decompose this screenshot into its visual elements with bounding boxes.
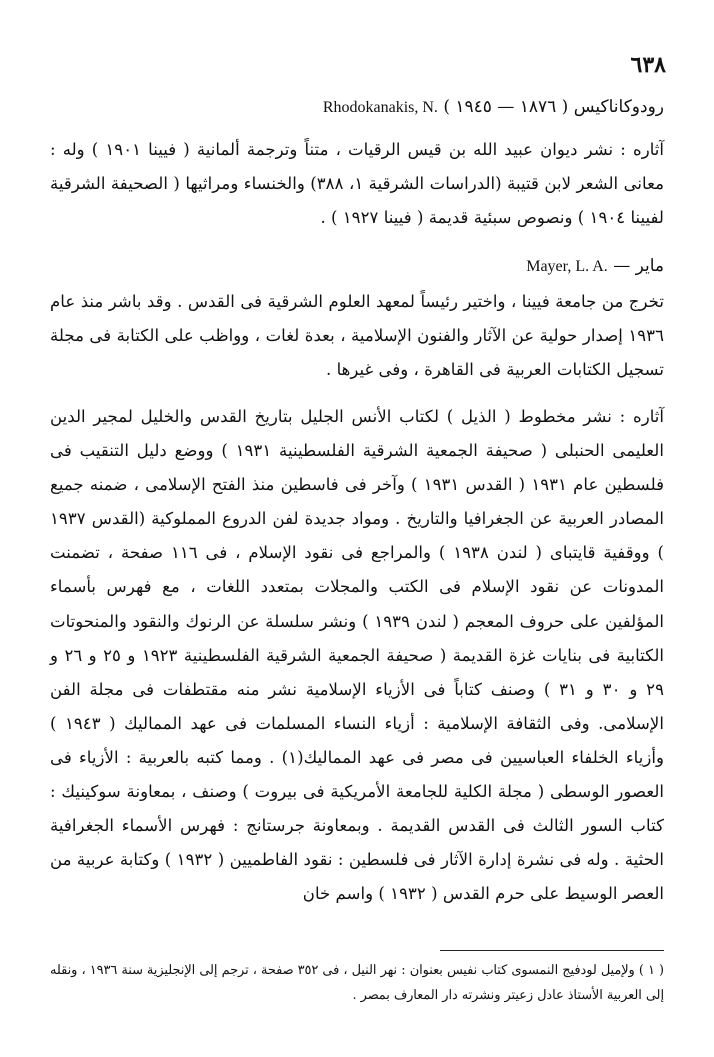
- entry-paragraph: آثاره : نشر ديوان عبيد الله بن قيس الرقيات ، متناً وترجمة ألمانية ( فيينا ١٩٠١ ) وله : معانى الشعر لابن قتيبة (الدراسات الشرقية ١، ٣٨٨) والخنساء ومراثيها ( الصحيفة الشرقية لفيينا ١٩٠٤ ) ونصوص سبئية قديمة ( فيينا ١٩٢٧ ) .: [50, 140, 664, 228]
- entry-heading-rhodokanakis: [60, 97, 664, 117]
- entry-paragraph: آثاره : نشر مخطوط ( الذيل ) لكتاب الأنس الجليل بتاريخ القدس والخليل لمجير الدين العليمى الحنبلى ( صحيفة الجمعية الشرقية الفلسطينية ١٩٣١ ) ووضع دليل التنقيب فى فلسطين عام ١٩٣١ ( القدس ١٩٣١ ) وآخر فى فاسطين منذ الفتح الإسلامى ، ضمنه جميع المصادر العربية عن الجغرافيا والتاريخ . ومواد جديدة لفن الدروع المملوكية (القدس ١٩٣٧ ) ووقفية قايتباى ( لندن ١٩٣٨ ) والمراجع فى نقود الإسلام ، فى ١١٦ صفحة ، تضمنت المدونات عن نقود الإسلام فى الكتب والمجلات بمتعدد اللغات ، مع فهرس بأسماء المؤلفين على حروف المعجم ( لندن ١٩٣٩ ) ونشر سلسلة عن الرنوك والنقود والمنحوتات الكتابية فى بنايات غزة القديمة ( صحيفة الجمعية الشرقية الفلسطينية ١٩٢٣ و ٢٥ و ٢٦ و ٢٩ و ٣٠ و ٣١ ) وصنف كتاباً فى الأزياء الإسلامية نشر منه مقتطفات فى مجلة الفن الإسلامى. وفى الثقافة الإسلامية : أزياء النساء المسلمات فى عهد المماليك ( ١٩٤٣ ) وأزياء الخلفاء العباسيين فى مصر فى عهد المماليك(١) . ومما كتبه بالعربية : الأزياء فى العصور الوسطى ( مجلة الكلية للجامعة الأمريكية فى بيروت ) وصنف ، بمعاونة سوكينيك : كتاب السور الثالث فى القدس القديمة . وبمعاونة جرستانج : فهرس الأسماء الجغرافية الحثية . وله فى نشرة إدارة الآثار فى فلسطين : نقود الفاطميين ( ١٩٣٢ ) وكتابة عربية من العصر الوسيط على حرم القدس ( ١٩٣٢ ) واسم خان: [50, 407, 665, 904]
- entry-heading-latin: Mayer, L. A.: [526, 258, 608, 275]
- entry-heading-arabic: ماير —: [613, 256, 664, 276]
- entry-heading-mayer: [60, 256, 664, 276]
- footnote: ( ١ ) ولإميل لودفيج النمسوى كتاب نفيس بعنوان : نهر النيل ، فى ٣٥٢ صفحة ، ترجم إلى الإنجليزية سنة ١٩٣٦ ، ونقله إلى العربية الأستاذ عادل زعيتر ونشرته دار المعارف بمصر .: [50, 963, 665, 1003]
- page-number: ٦٣٨: [630, 52, 666, 78]
- entry-heading-arabic: رودوكاناكيس ( ١٨٧٦ — ١٩٤٥ ): [443, 97, 664, 117]
- footnote-separator: [440, 950, 664, 951]
- entry-paragraph: تخرج من جامعة فيينا ، واختير رئيساً لمعهد العلوم الشرقية فى القدس . وقد باشر منذ عام ١٩٣٦ إصدار حولية عن الآثار والفنون الإسلامية ، بعدة لغات ، وواظب على الكتابة فى مجلة تسجيل الكتابات العربية فى القاهرة ، وفى غيرها .: [50, 292, 664, 380]
- entry-heading-latin: Rhodokanakis, N.: [322, 99, 438, 116]
